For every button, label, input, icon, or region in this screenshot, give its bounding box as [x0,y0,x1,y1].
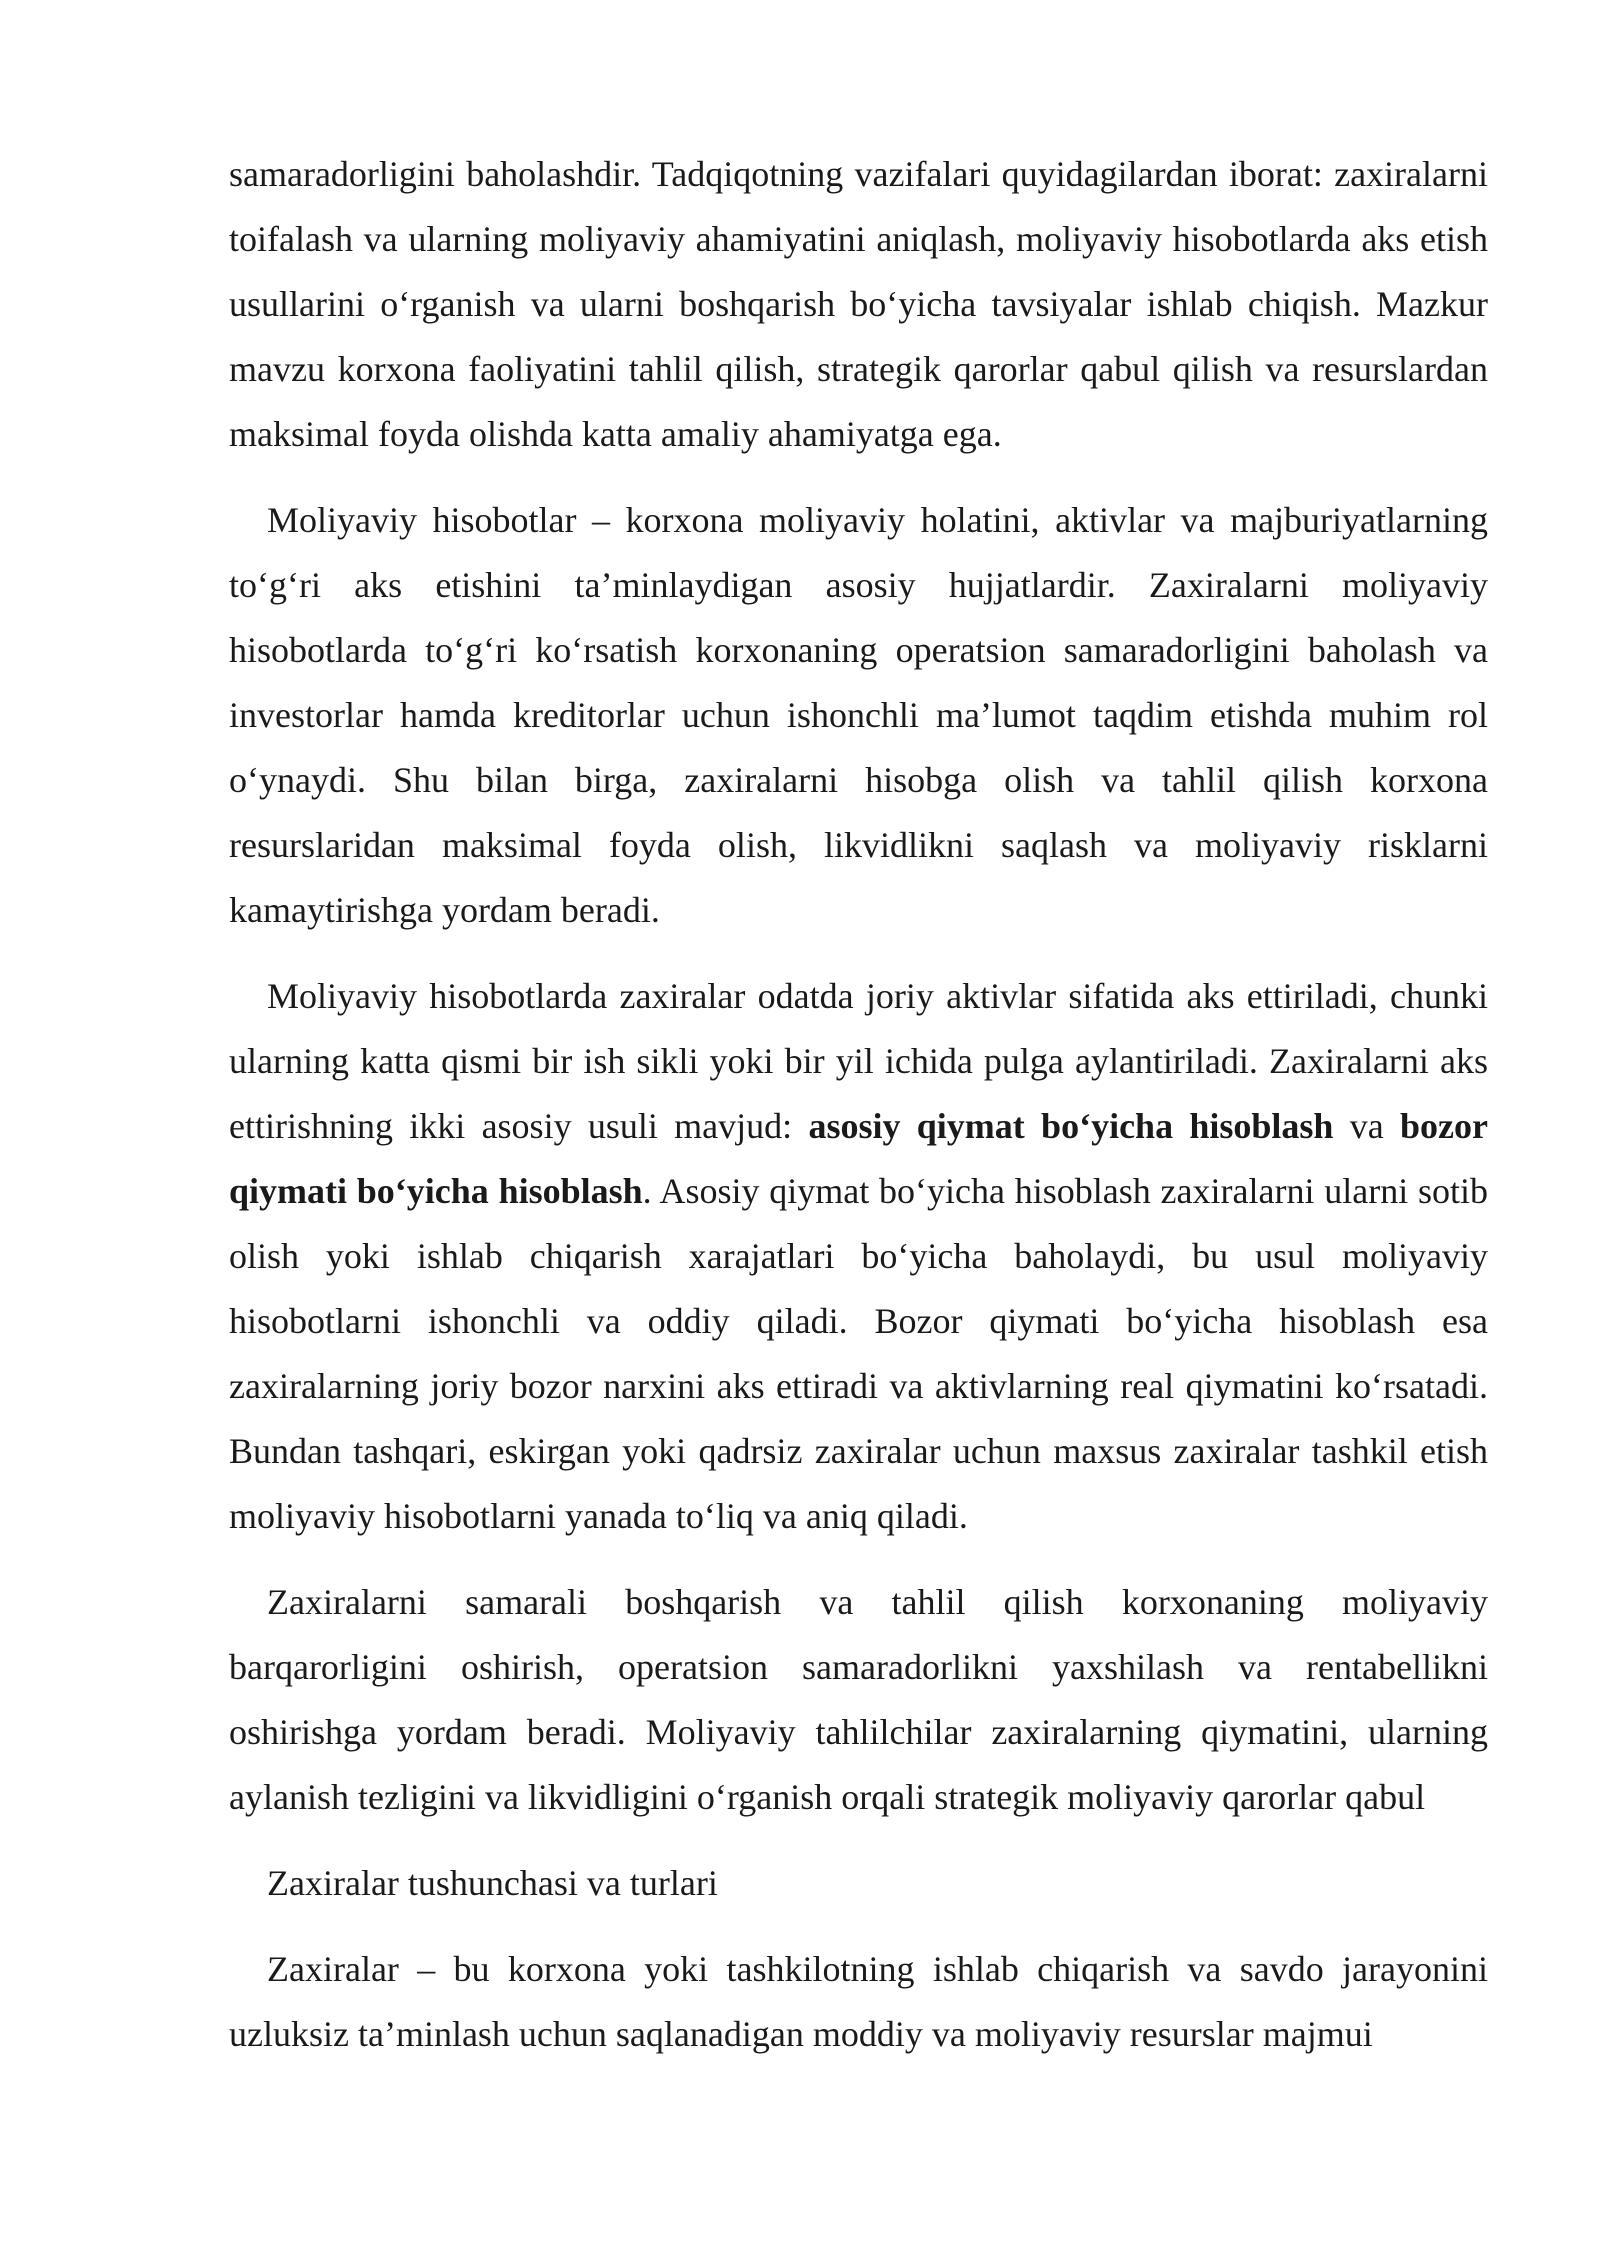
paragraph-3-text-b: va [1333,1106,1401,1146]
paragraph-1: samaradorligini baholashdir. Tadqiqotning vazifalari quyidagilardan iborat: zaxiralarni toifalash va ularning moliyaviy ahamiyatini aniqlash, moliyaviy hisobotlarda aks etish usullarini o‘rganish va ularni boshqarish bo‘yicha tavsiyalar ishlab chiqish. Mazkur mavzu korxona faoliyatini tahlil qilish, strategik qarorlar qabul qilish va resurslardan maksimal foyda olishda katta amaliy ahamiyatga ega. [229,154,1488,454]
document-page [229,142,1488,2067]
paragraph-3 [229,964,1488,1549]
paragraph-3-bold-term-1: asosiy qiymat bo‘yicha hisoblash [808,1106,1334,1146]
section-heading: Zaxiralar tushunchasi va turlari [267,1863,718,1903]
paragraph-3-bold-term-2: bozor qiymati bo‘yicha hisoblash [229,1106,1488,1211]
paragraph-2: Moliyaviy hisobotlar – korxona moliyaviy holatini, aktivlar va majburiyatlarning to‘g‘ri aks etishini ta’minlaydigan asosiy hujjatlardir. Zaxiralarni moliyaviy hisobotlarda to‘g‘ri ko‘rsatish korxonaning operatsion samaradorligini baholash va investorlar hamda kreditorlar uchun ishonchli ma’lumot taqdim etishda muhim rol o‘ynaydi. Shu bilan birga, zaxiralarni hisobga olish va tahlil qilish korxona resurslaridan maksimal foyda olish, likvidlikni saqlash va moliyaviy risklarni kamaytirishga yordam beradi. [229,500,1488,930]
paragraph-3-text-a: Moliyaviy hisobotlarda zaxiralar odatda joriy aktivlar sifatida aks ettiriladi, chunki ularning katta qismi bir ish sikli yoki bir yil ichida pulga aylantiriladi. Zaxiralarni aks ettirishning ikki asosiy usuli mavjud: [229,976,1488,1146]
paragraph-5: Zaxiralar – bu korxona yoki tashkilotning ishlab chiqarish va savdo jarayonini uzluksiz ta’minlash uchun saqlanadigan moddiy va moliyaviy resurslar majmui [229,1949,1488,2054]
paragraph-4: Zaxiralarni samarali boshqarish va tahlil qilish korxonaning moliyaviy barqarorligini oshirish, operatsion samaradorlikni yaxshilash va rentabellikni oshirishga yordam beradi. Moliyaviy tahlilchilar zaxiralarning qiymatini, ularning aylanish tezligini va likvidligini o‘rganish orqali strategik moliyaviy qarorlar qabul [229,1582,1488,1817]
paragraph-3-text-c: . Asosiy qiymat bo‘yicha hisoblash zaxiralarni ularni sotib olish yoki ishlab chiqarish xarajatlari bo‘yicha baholaydi, bu usul moliyaviy hisobotlarni ishonchli va oddiy qiladi. Bozor qiymati bo‘yicha hisoblash esa zaxiralarning joriy bozor narxini aks ettiradi va aktivlarning real qiymatini ko‘rsatadi. Bundan tashqari, eskirgan yoki qadrsiz zaxiralar uchun maxsus zaxiralar tashkil etish moliyaviy hisobotlarni yanada to‘liq va aniq qiladi. [229,1171,1488,1536]
